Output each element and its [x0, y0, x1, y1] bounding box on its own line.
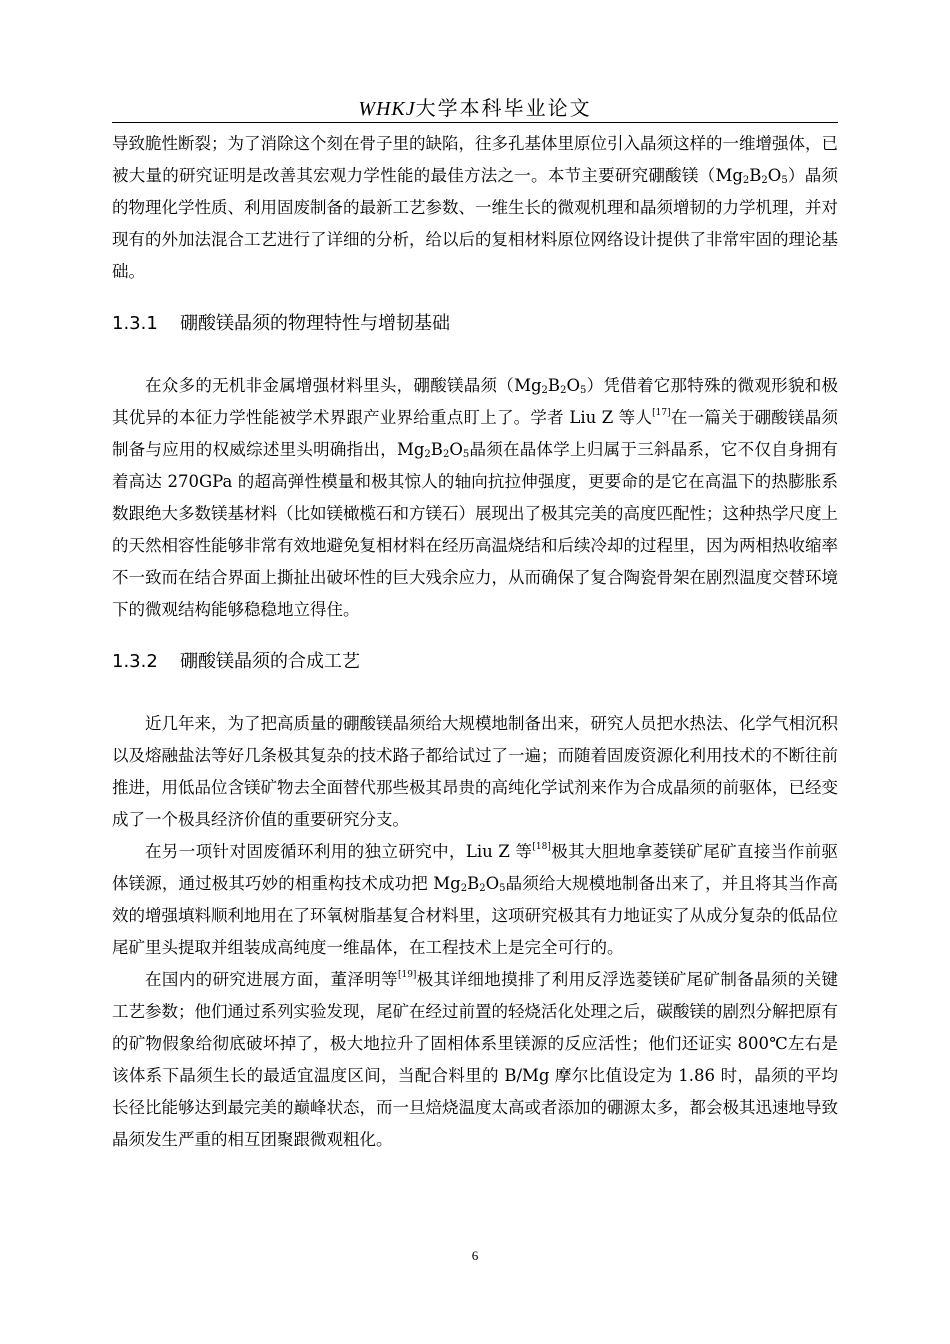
page-number: 6: [471, 1248, 479, 1263]
section-2-paragraph-3: 在国内的研究进展方面，董泽明等[19]极其详细地摸排了利用反浮选菱镁矿尾矿制备晶须的关键工艺参数；他们通过系列实验发现，尾矿在经过前置的轻烧活化处理之后，碳酸镁的剧烈分解把原有的矿物假象给彻底破坏掉了，极大地拉升了固相体系里镁源的反应活性；他们还证实 800℃左右是该体系下晶须生长的最适宜温度区间，当配合料里的 B/Mg 摩尔比值设定为 1.86 时，晶须的平均长径比能够达到最完美的巅峰状态，而一旦焙烧温度太高或者添加的硼源太多，都会极其迅速地导致晶须发生严重的相互团聚跟微观粗化。: [112, 970, 839, 1149]
section-number: 1.3.1: [112, 313, 158, 334]
page-body: [112, 128, 838, 1156]
page-header: [112, 88, 838, 123]
section-2-paragraph-2: 在另一项针对固废循环利用的独立研究中，Liu Z 等[18]极其大胆地拿菱镁矿尾矿直接当作前驱体镁源，通过极其巧妙的相重构技术成功把 $Mg_2B_2O_5$晶须给大规模地制备出来了，并且将其当作高效的增强填料顺利地用在了环氧树脂基复合材料里，这项研究极其有力地证实了从成分复杂的低品位尾矿里头提取并组装成高纯度一维晶体，在工程技术上是完全可行的。: [112, 842, 838, 957]
intro-paragraph: 导致脆性断裂；为了消除这个刻在骨子里的缺陷，往多孔基体里原位引入晶须这样的一维增强体，已被大量的研究证明是改善其宏观力学性能的最佳方法之一。本节主要研究硼酸镁$(Mg_2B_2O_5)$晶须的物理化学性质、利用固废制备的最新工艺参数、一维生长的微观机理和晶须增韧的力学机理，并对现有的外加法混合工艺进行了详细的分析，给以后的复相材料原位网络设计提供了非常牢固的理论基础。: [112, 134, 838, 281]
section-number: 1.3.2: [112, 651, 158, 672]
section-title: 硼酸镁晶须的物理特性与增韧基础: [180, 313, 450, 334]
header-text: 大学本科毕业论文: [415, 96, 592, 120]
section-1-paragraph: 在众多的无机非金属增强材料里头，硼酸镁晶须$(Mg_2B_2O_5)$凭借着它那特殊的微观形貌和极其优异的本征力学性能被学术界跟产业界给重点盯上了。学者 Liu Z 等人[17]在一篇关于硼酸镁晶须制备与应用的权威综述里头明确指出，$Mg_2B_2O_5$晶须在晶体学上归属于三斜晶系，它不仅自身拥有着高达 270GPa 的超高弹性模量和极其惊人的轴向抗拉伸强度，更要命的是它在高温下的热膨胀系数跟绝大多数镁基材料（比如镁橄榄石和方镁石）展现出了极其完美的高度匹配性；这种热学尺度上的天然相容性能够非常有效地避免复相材料在经历高温烧结和后续冷却的过程里，因为两相热收缩率不一致而在结合界面上撕扯出破坏性的巨大残余应力，从而确保了复合陶瓷骨架在剧烈温度交替环境下的微观结构能够稳稳地立得住。: [112, 376, 839, 619]
header-title: [112, 92, 838, 121]
section-heading-1-3-2: [112, 646, 838, 678]
citation: [17]: [652, 408, 671, 418]
citation: [18]: [532, 842, 551, 852]
section-2-paragraph-1: 近几年来，为了把高质量的硼酸镁晶须给大规模地制备出来，研究人员把水热法、化学气相沉积以及熔融盐法等好几条极其复杂的技术路子都给试过了一遍；而随着固废资源化利用技术的不断往前推进，用低品位含镁矿物去全面替代那些极其昂贵的高纯化学试剂来作为合成晶须的前驱体，已经变成了一个极具经济价值的重要研究分支。: [112, 714, 838, 829]
section-title: 硼酸镁晶须的合成工艺: [180, 651, 360, 672]
section-heading-1-3-1: [112, 308, 838, 340]
citation: [19]: [397, 970, 417, 980]
header-latin: WHKJ: [358, 98, 416, 120]
